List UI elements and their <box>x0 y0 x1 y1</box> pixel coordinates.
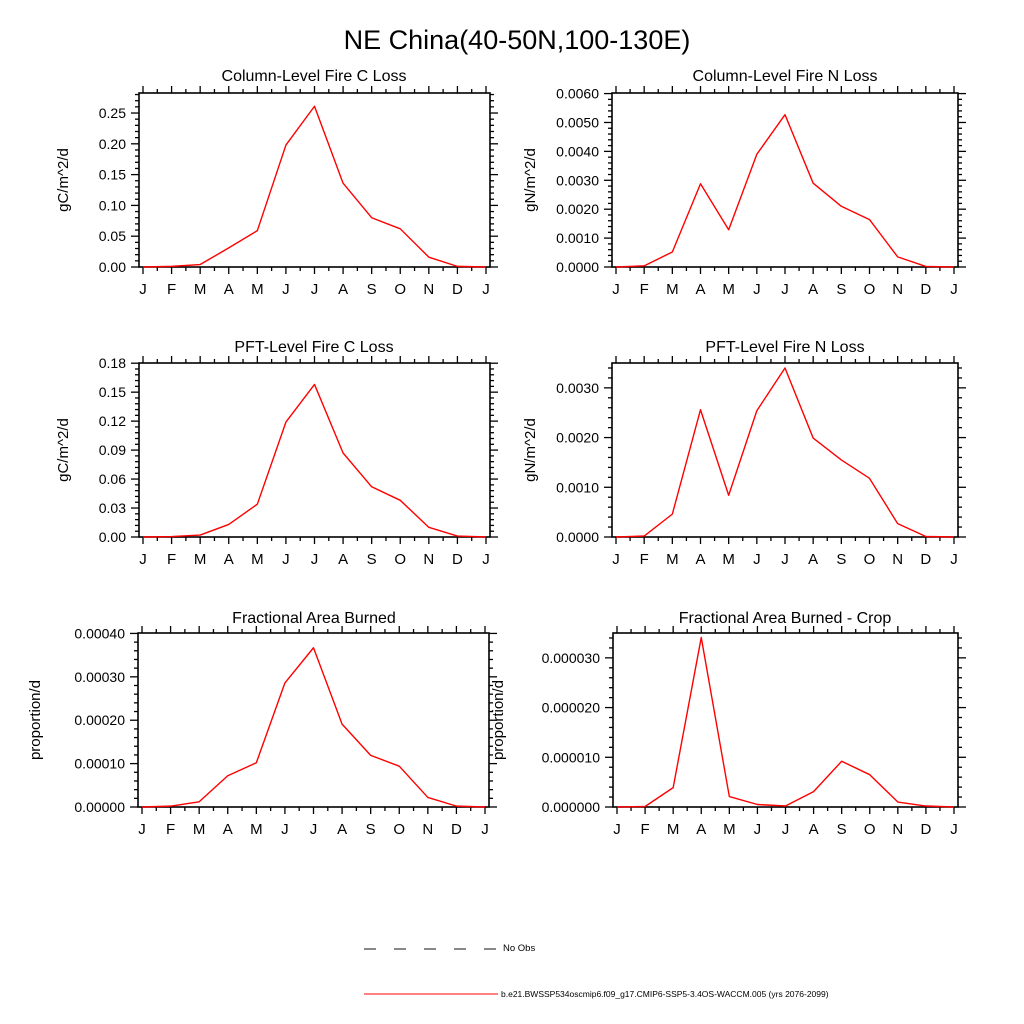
y-tick-label: 0.15 <box>98 384 126 401</box>
x-tick-label: F <box>640 821 650 838</box>
y-tick-label: 0.00 <box>98 529 126 545</box>
x-tick-label: O <box>863 821 876 838</box>
series-line-sample <box>363 991 503 997</box>
y-axis-label-0: gC/m^2/d <box>55 148 72 212</box>
x-tick-label: D <box>920 551 932 568</box>
x-tick-label: S <box>836 281 847 298</box>
x-tick-label: D <box>920 821 932 838</box>
y-tick-label: 0.000020 <box>541 699 600 716</box>
y-tick-label: 0.0000 <box>556 529 599 545</box>
y-tick-label: 0.20 <box>98 135 126 152</box>
x-tick-label: S <box>366 281 377 298</box>
chart-title-column-fire-c: Column-Level Fire C Loss <box>221 68 407 85</box>
x-tick-label: A <box>808 821 819 838</box>
x-tick-label: D <box>451 551 463 568</box>
y-axis-label-4: proportion/d <box>27 679 44 761</box>
x-tick-label: M <box>193 281 207 298</box>
x-tick-label: J <box>781 551 789 568</box>
no-obs-line <box>363 946 503 952</box>
y-tick-label: 0.15 <box>98 166 126 183</box>
x-tick-label: J <box>950 281 958 298</box>
x-tick-label: J <box>482 281 490 298</box>
y-axis-label-3: gN/m^2/d <box>522 418 539 482</box>
x-tick-label: F <box>165 821 176 838</box>
x-tick-label: O <box>394 551 407 568</box>
x-tick-label: A <box>695 551 706 568</box>
x-tick-label: A <box>696 821 707 838</box>
x-tick-label: A <box>695 281 706 298</box>
x-tick-label: D <box>451 281 463 298</box>
x-tick-label: J <box>753 821 762 838</box>
chart-4-plot <box>74 625 497 838</box>
series-label: b.e21.BWSSP534oscmip6.f09_g17.CMIP6-SSP5-3.4OS-WACCM.005 (yrs 2076-2099) <box>501 989 829 999</box>
x-tick-label: S <box>836 551 847 568</box>
x-tick-label: M <box>723 821 736 838</box>
x-tick-label: N <box>422 821 434 838</box>
x-tick-label: D <box>450 821 462 838</box>
y-tick-label: 0.00010 <box>74 755 125 772</box>
chart-1-plot <box>556 86 966 298</box>
x-tick-label: A <box>808 551 819 568</box>
series-line-2 <box>143 384 486 537</box>
y-tick-label: 0.000030 <box>541 649 600 666</box>
x-tick-label: J <box>781 821 790 838</box>
x-tick-label: M <box>722 551 735 568</box>
x-tick-label: J <box>612 281 620 298</box>
x-tick-label: J <box>139 281 147 298</box>
x-tick-label: O <box>394 281 407 298</box>
chart-title-pft-fire-c: PFT-Level Fire C Loss <box>234 339 394 356</box>
x-tick-label: M <box>666 551 679 568</box>
chart-title-frac-burned-crop: Fractional Area Burned - Crop <box>678 610 892 627</box>
x-tick-label: M <box>666 821 680 838</box>
x-tick-label: S <box>366 551 377 568</box>
x-tick-label: J <box>753 551 761 568</box>
series-line-3 <box>616 368 954 537</box>
x-tick-label: J <box>138 821 146 838</box>
chart-3-plot <box>556 356 966 568</box>
y-tick-label: 0.00020 <box>74 712 125 729</box>
y-tick-label: 0.0010 <box>556 479 599 496</box>
x-tick-label: F <box>639 281 649 298</box>
x-tick-label: J <box>310 281 319 298</box>
x-tick-label: A <box>222 821 233 838</box>
x-tick-label: M <box>251 281 264 298</box>
x-tick-label: J <box>310 551 319 568</box>
chart-title-pft-fire-n: PFT-Level Fire N Loss <box>705 339 865 356</box>
y-tick-label: 0.05 <box>98 228 126 245</box>
x-tick-label: M <box>193 551 207 568</box>
y-tick-label: 0.06 <box>98 471 126 488</box>
y-tick-label: 0.0030 <box>556 379 599 396</box>
y-axis-label-1: gN/m^2/d <box>522 148 539 212</box>
y-tick-label: 0.0040 <box>556 143 599 160</box>
x-tick-label: O <box>863 281 876 298</box>
x-tick-label: A <box>338 281 349 298</box>
x-tick-label: F <box>166 281 177 298</box>
y-tick-label: 0.0000 <box>556 259 599 275</box>
series-line-1 <box>616 115 954 267</box>
series-line-4 <box>142 648 485 807</box>
x-tick-label: F <box>639 551 649 568</box>
x-tick-label: A <box>337 821 348 838</box>
y-tick-label: 0.0010 <box>556 230 599 247</box>
x-tick-label: F <box>166 551 177 568</box>
chart-2-plot <box>99 355 498 568</box>
x-tick-label: A <box>223 281 234 298</box>
chart-title-column-fire-n: Column-Level Fire N Loss <box>692 68 878 85</box>
x-tick-label: J <box>781 281 789 298</box>
x-tick-label: M <box>666 281 679 298</box>
x-tick-label: M <box>251 551 264 568</box>
series-line-0 <box>143 106 486 267</box>
x-tick-label: J <box>612 551 620 568</box>
y-tick-label: 0.00040 <box>74 625 125 642</box>
y-tick-label: 0.0020 <box>556 429 599 446</box>
y-tick-label: 0.000010 <box>541 749 600 766</box>
x-tick-label: N <box>423 281 435 298</box>
x-tick-label: J <box>481 821 489 838</box>
x-tick-label: O <box>863 551 876 568</box>
y-axis-label-2: gC/m^2/d <box>55 418 72 482</box>
x-tick-label: M <box>192 821 206 838</box>
y-tick-label: 0.00030 <box>74 668 125 685</box>
y-tick-label: 0.00000 <box>74 799 125 815</box>
x-tick-label: M <box>250 821 263 838</box>
x-tick-label: A <box>808 281 819 298</box>
y-tick-label: 0.25 <box>98 105 126 122</box>
x-tick-label: N <box>892 281 904 298</box>
x-tick-label: J <box>753 281 761 298</box>
x-tick-label: J <box>613 821 621 838</box>
y-tick-label: 0.00 <box>98 259 126 275</box>
y-axis-label-5: proportion/d <box>490 679 507 761</box>
series-line-5 <box>617 637 954 807</box>
x-tick-label: J <box>282 281 290 298</box>
x-tick-label: A <box>223 551 234 568</box>
x-tick-label: J <box>282 551 290 568</box>
x-tick-label: D <box>920 281 932 298</box>
x-tick-label: N <box>892 821 904 838</box>
x-tick-label: N <box>423 551 435 568</box>
x-tick-label: J <box>950 821 958 838</box>
chart-5-plot <box>542 626 966 838</box>
y-tick-label: 0.10 <box>98 197 126 214</box>
x-tick-label: J <box>950 551 958 568</box>
x-tick-label: M <box>722 281 735 298</box>
x-tick-label: J <box>482 551 490 568</box>
x-tick-label: N <box>892 551 904 568</box>
x-tick-label: S <box>365 821 376 838</box>
x-tick-label: S <box>836 821 847 838</box>
y-tick-label: 0.09 <box>98 442 126 459</box>
y-tick-label: 0.12 <box>98 413 126 430</box>
x-tick-label: A <box>338 551 349 568</box>
x-tick-label: J <box>281 821 289 838</box>
y-tick-label: 0.000000 <box>541 799 600 815</box>
chart-title-frac-burned: Fractional Area Burned <box>232 610 396 627</box>
no-obs-label: No Obs <box>503 943 536 954</box>
y-tick-label: 0.0050 <box>556 114 599 131</box>
y-tick-label: 0.18 <box>98 355 126 372</box>
x-tick-label: J <box>139 551 147 568</box>
y-tick-label: 0.0020 <box>556 201 599 218</box>
y-tick-label: 0.0060 <box>556 85 599 102</box>
page-title: NE China(40-50N,100-130E) <box>343 25 691 55</box>
y-tick-label: 0.0030 <box>556 172 599 189</box>
y-tick-label: 0.03 <box>98 500 126 517</box>
x-tick-label: J <box>309 821 318 838</box>
chart-0-plot <box>99 86 498 298</box>
x-tick-label: O <box>393 821 406 838</box>
